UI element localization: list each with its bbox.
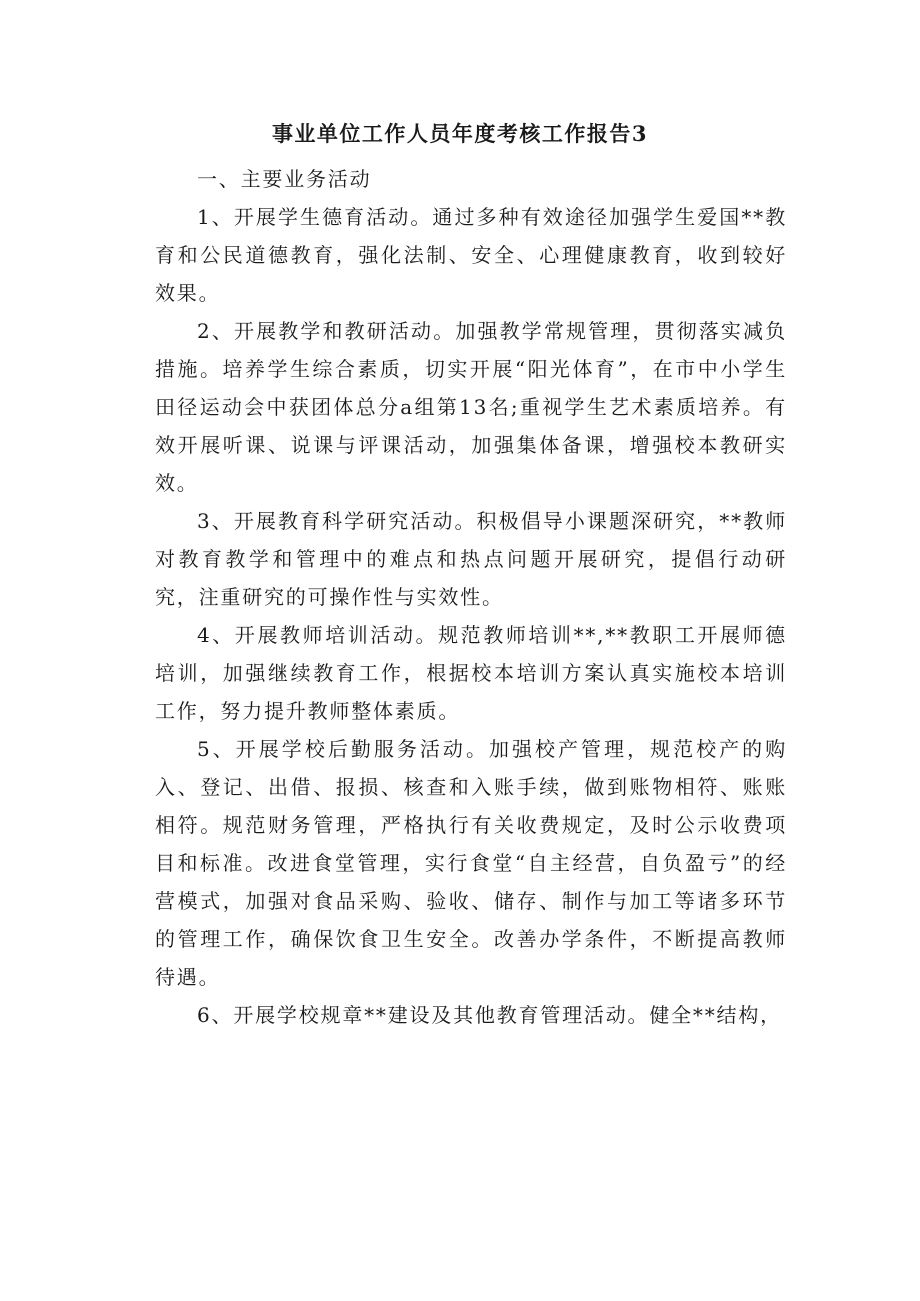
paragraph-1: 1、开展学生德育活动。通过多种有效途径加强学生爱国**教育和公民道德教育，强化法制、安全、心理健康教育，收到较好效果。 <box>155 205 787 305</box>
paragraph-5: 5、开展学校后勤服务活动。加强校产管理，规范校产的购入、登记、出借、报损、核查和入账手续，做到账物相符、账账相符。规范财务管理，严格执行有关收费规定，及时公示收费项目和标准。改进食堂管理，实行食堂“自主经营，自负盈亏”的经营模式，加强对食品采购、验收、储存、制作与加工等诸多环节的管理工作，确保饮食卫生安全。改善办学条件，不断提高教师待遇。 <box>155 737 787 989</box>
document-title: 事业单位工作人员年度考核工作报告3 <box>271 121 649 146</box>
paragraph-2: 2、开展教学和教研活动。加强教学常规管理，贯彻落实减负措施。培养学生综合素质，切实开展“阳光体育”，在市中小学生田径运动会中获团体总分a组第13名;重视学生艺术素质培养。有效开展听课、说课与评课活动，加强集体备课，增强校本教研实效。 <box>155 319 787 495</box>
section-heading: 一、主要业务活动 <box>197 167 372 191</box>
document-body <box>155 160 787 1034</box>
paragraph-6: 6、开展学校规章**建设及其他教育管理活动。健全**结构， <box>197 1003 782 1027</box>
paragraph-4: 4、开展教师培训活动。规范教师培训**,**教职工开展师德培训，加强继续教育工作，根据校本培训方案认真实施校本培训工作，努力提升教师整体素质。 <box>155 623 787 723</box>
paragraph-3: 3、开展教育科学研究活动。积极倡导小课题深研究，**教师对教育教学和管理中的难点和热点问题开展研究，提倡行动研究，注重研究的可操作性与实效性。 <box>155 509 787 609</box>
